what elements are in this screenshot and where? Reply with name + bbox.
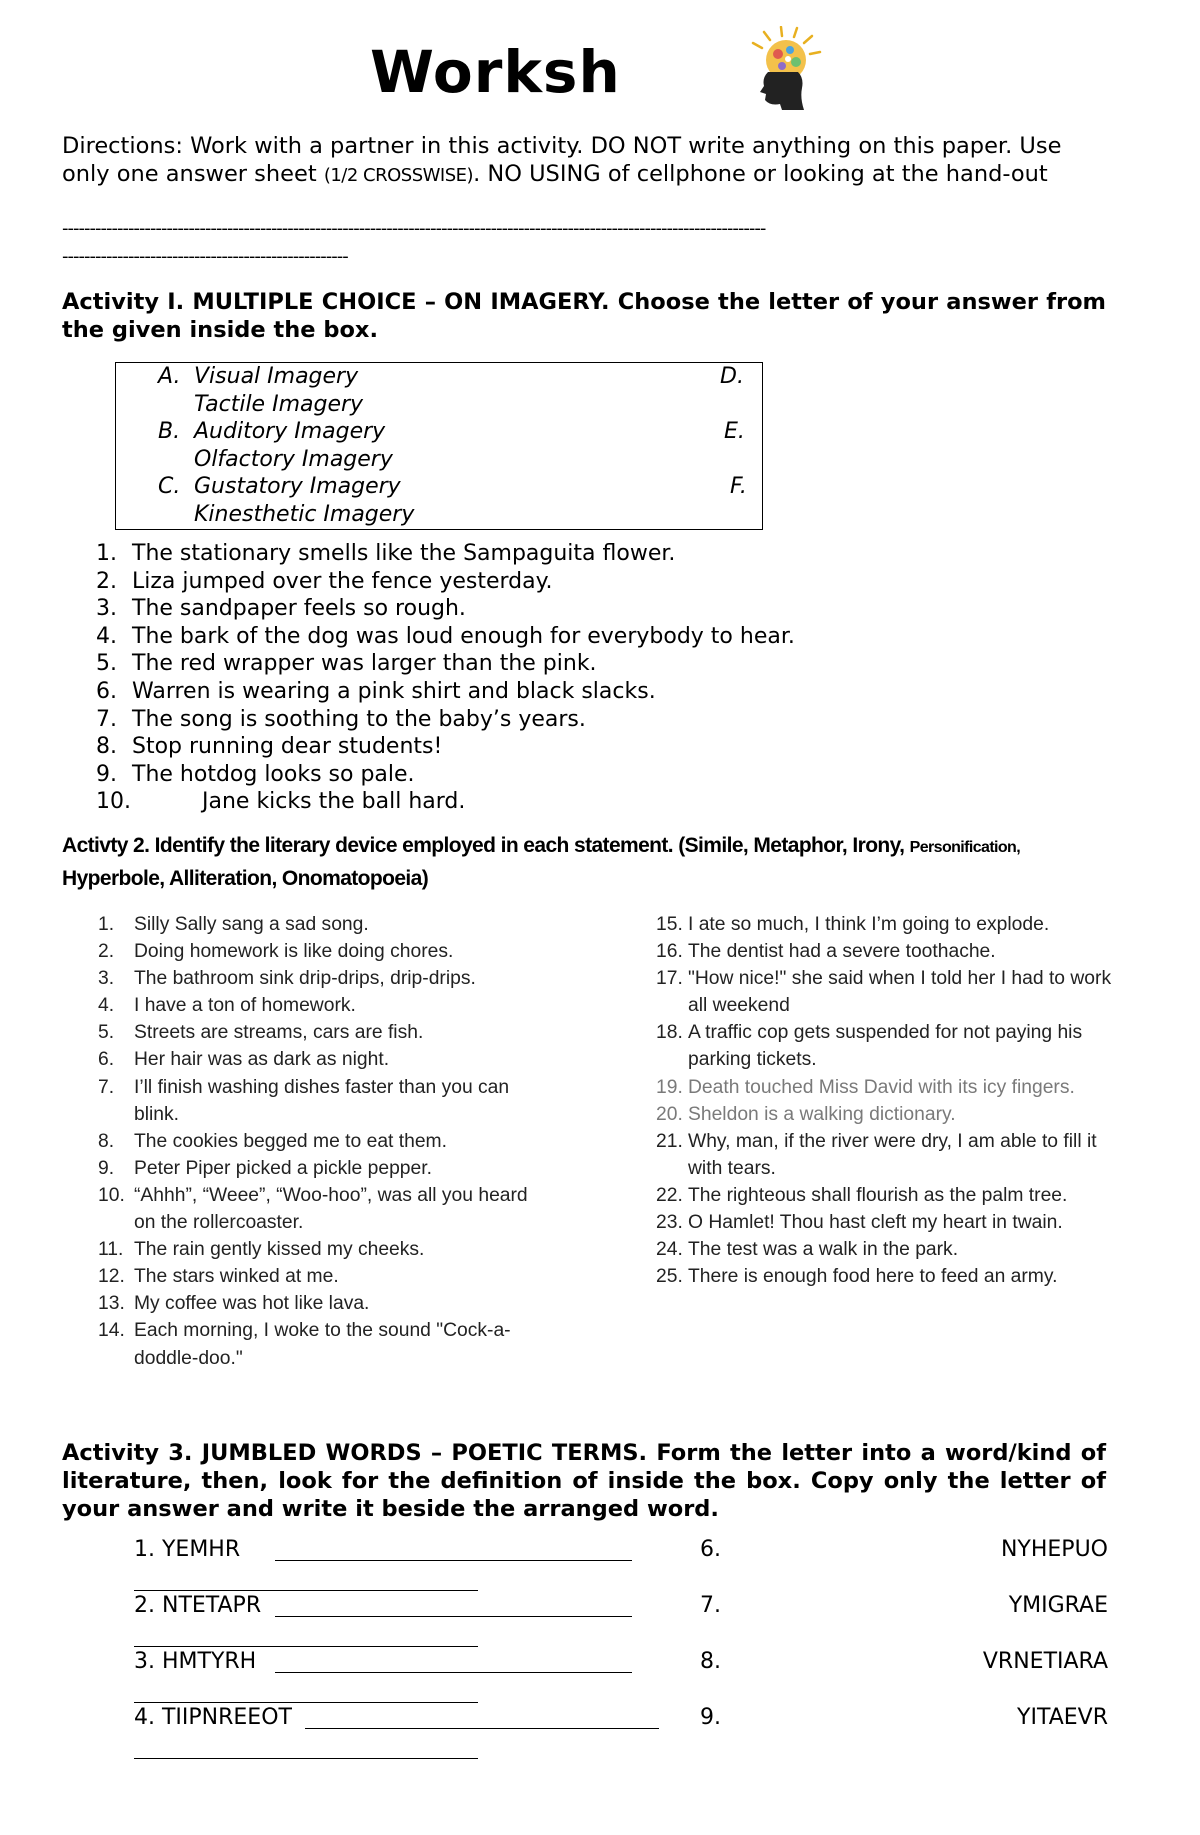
jumbled-word: 4. TIIPNREEOT <box>134 1705 292 1730</box>
choice-label: Visual Imagery <box>194 364 359 389</box>
activity1-items <box>96 540 795 816</box>
list-item: 3. The sandpaper feels so rough. <box>96 596 466 622</box>
jumbled-word: 2. NTETAPR <box>134 1593 262 1618</box>
list-item: 12. The stars winked at me. <box>98 1266 339 1288</box>
divider-line: -------------------------------------------------------------------------------------------------------------------------------- <box>62 218 766 239</box>
list-item: 5. The red wrapper was larger than the pink. <box>96 651 597 677</box>
answer-line[interactable] <box>134 1758 478 1759</box>
answer-line[interactable] <box>275 1616 632 1617</box>
jumbled-word: 3. HMTYRH <box>134 1649 257 1674</box>
list-item: 6. Her hair was as dark as night. <box>98 1049 390 1071</box>
list-item: 17. "How nice!" she said when I told her I had to work all weekend <box>656 968 1112 1017</box>
lightbulb-head-icon <box>740 26 832 110</box>
choice-letter: C. <box>158 474 181 499</box>
answer-line[interactable] <box>275 1560 632 1561</box>
choice-label: Tactile Imagery <box>194 391 364 417</box>
list-item: 16. The dentist had a severe toothache. <box>656 941 996 963</box>
list-item: 19. Death touched Miss David with its icy fingers. <box>656 1076 1075 1098</box>
answer-line[interactable] <box>134 1590 478 1591</box>
answer-line[interactable] <box>275 1672 632 1673</box>
list-item: 3. The bathroom sink drip-drips, drip-drips. <box>98 968 476 990</box>
activity2-items-right <box>656 911 1116 1290</box>
jumbled-number: 6. <box>700 1537 721 1562</box>
jumbled-word: YMIGRAE <box>1008 1593 1108 1618</box>
choice-letter: F. <box>730 474 747 499</box>
list-item: 7. I’ll finish washing dishes faster than you can blink. <box>98 1076 510 1125</box>
answer-line[interactable] <box>134 1702 478 1703</box>
list-item: 23. O Hamlet! Thou hast cleft my heart in twain. <box>656 1212 1063 1234</box>
list-item: 24. The test was a walk in the park. <box>656 1239 959 1261</box>
list-item: 21. Why, man, if the river were dry, I am able to fill it with tears. <box>656 1130 1097 1179</box>
choice-letter: D. <box>720 364 744 389</box>
jumbled-word: 1. YEMHR <box>134 1537 241 1562</box>
list-item: 8. Stop running dear students! <box>96 734 443 760</box>
list-item: 10. Jane kicks the ball hard. <box>96 789 466 815</box>
list-item: 15. I ate so much, I think I’m going to explode. <box>656 914 1050 935</box>
list-item: 10. “Ahhh”, “Weee”, “Woo-hoo”, was all you heard <box>98 1184 528 1206</box>
list-item: 9. The hotdog looks so pale. <box>96 761 415 787</box>
list-item: 5. Streets are streams, cars are fish. <box>98 1022 424 1044</box>
jumbled-number: 7. <box>700 1593 721 1618</box>
jumbled-word: VRNETIARA <box>982 1649 1108 1674</box>
list-item: 1. Silly Sally sang a sad song. <box>98 914 369 935</box>
jumbled-word: YITAEVR <box>1017 1705 1108 1730</box>
list-item: 20. Sheldon is a walking dictionary. <box>656 1103 956 1125</box>
jumbled-number: 9. <box>700 1705 721 1730</box>
divider-line: ---------------------------------------------------- <box>62 246 348 267</box>
choice-label: Auditory Imagery <box>194 419 386 444</box>
imagery-choices-box <box>115 362 763 530</box>
choice-label: Gustatory Imagery <box>194 474 401 499</box>
list-item: 4. I have a ton of homework. <box>98 995 356 1017</box>
list-item: 13. My coffee was hot like lava. <box>98 1293 370 1315</box>
page-title: Worksh <box>370 38 621 106</box>
choice-letter: E. <box>724 419 745 444</box>
list-item: 6. Warren is wearing a pink shirt and black slacks. <box>96 678 656 704</box>
list-item: 25. There is enough food here to feed an army. <box>656 1266 1058 1288</box>
choice-label: Olfactory Imagery <box>194 446 393 472</box>
list-item: 8. The cookies begged me to eat them. <box>98 1130 447 1152</box>
list-item: on the rollercoaster. <box>134 1212 304 1234</box>
activity3-heading: Activity 3. JUMBLED WORDS – POETIC TERMS. Form the letter into a word/kind of literature, then, look for the definition of inside the box. Copy only the letter of your answer and write it beside the arranged word. <box>62 1440 1106 1522</box>
jumbled-number: 8. <box>700 1649 721 1674</box>
directions-text: Directions: Work with a partner in this activity. DO NOT write anything on this paper. Use only one answer sheet (1/2 CROSSWISE). NO USING of cellphone or looking at the hand-out <box>62 133 1062 187</box>
jumbled-word: NYHEPUO <box>1000 1537 1108 1562</box>
activity1-heading: Activity I. MULTIPLE CHOICE – ON IMAGERY. Choose the letter of your answer from the given inside the box. <box>62 289 1106 343</box>
list-item: 9. Peter Piper picked a pickle pepper. <box>98 1157 432 1179</box>
choice-letter: B. <box>158 419 181 444</box>
list-item: 18. A traffic cop gets suspended for not paying his parking tickets. <box>656 1022 1083 1071</box>
list-item: 2. Liza jumped over the fence yesterday. <box>96 568 553 594</box>
choice-label: Kinesthetic Imagery <box>194 501 415 527</box>
activity2-items-left <box>98 911 528 1372</box>
answer-line[interactable] <box>305 1728 659 1729</box>
activity2-heading: Activty 2. Identify the literary device employed in each statement. (Simile, Metaphor, Irony, Personification, Hyperbole, Alliteration, Onomatopoeia) <box>62 834 1021 890</box>
list-item: 2. Doing homework is like doing chores. <box>98 941 454 963</box>
list-item: 11. The rain gently kissed my cheeks. <box>98 1239 425 1261</box>
list-item: 22. The righteous shall flourish as the palm tree. <box>656 1184 1068 1206</box>
list-item: 1. The stationary smells like the Sampaguita flower. <box>96 541 676 566</box>
choice-letter: A. <box>158 364 181 389</box>
list-item: 14. Each morning, I woke to the sound "Cock-a-doddle-doo." <box>98 1320 511 1369</box>
list-item: 4. The bark of the dog was loud enough for everybody to hear. <box>96 623 795 649</box>
list-item: 7. The song is soothing to the baby’s years. <box>96 706 586 732</box>
answer-line[interactable] <box>134 1646 478 1647</box>
